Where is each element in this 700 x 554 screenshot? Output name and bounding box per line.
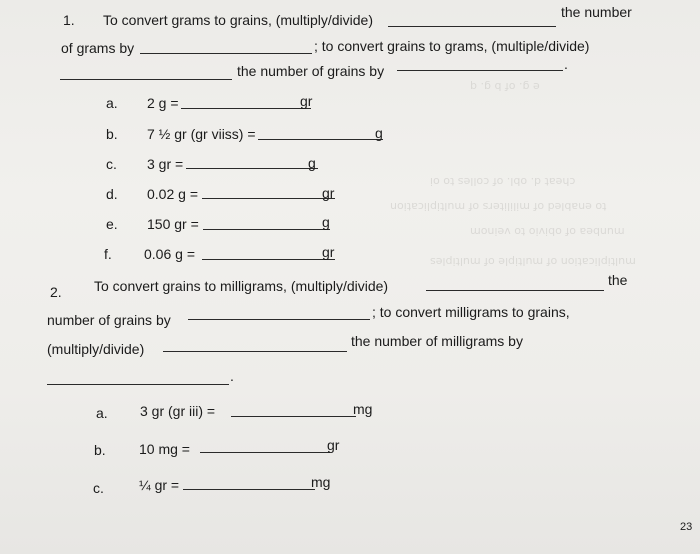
q1-item-e-blank[interactable] (203, 229, 330, 230)
q1-item-b-text: 7 ½ gr (gr viiss) = (147, 126, 256, 142)
q1-item-a-text: 2 g = (147, 95, 179, 111)
q1-item-d-text: 0.02 g = (147, 186, 198, 202)
q1-item-c-text: 3 gr = (147, 156, 184, 172)
q1-item-a-letter: a. (106, 95, 118, 111)
q2-item-a-text: 3 gr (gr iii) = (140, 403, 216, 419)
q1-item-d-unit: gr (322, 185, 335, 201)
q2-line4-end: . (230, 368, 234, 384)
q1-item-b-letter: b. (106, 126, 118, 142)
bleed-through-text: munbea of obivio to veinom (470, 225, 625, 238)
q1-item-f-blank[interactable] (202, 259, 335, 260)
q2-blank-4[interactable] (47, 384, 229, 385)
q1-item-a-blank[interactable] (181, 108, 311, 109)
q1-item-f-text: 0.06 g = (144, 246, 195, 262)
q1-item-c-blank[interactable] (186, 168, 318, 169)
q2-item-c-letter: c. (93, 480, 104, 496)
q2-blank-2[interactable] (188, 319, 370, 320)
bleed-through-text: to enabled of mililiters of multiplication (390, 200, 607, 213)
bleed-through-text: cheat d. obl. of colles to oi (430, 175, 576, 188)
q1-item-d-letter: d. (106, 186, 118, 202)
q2-item-c-blank[interactable] (183, 489, 315, 490)
q1-line2-mid: ; to convert grains to grams, (multiple/divide) (314, 38, 590, 54)
q2-line1-text: To convert grains to milligrams, (multiply/divide) (94, 278, 389, 294)
q2-item-c-unit: mg (311, 474, 331, 490)
q1-line3-end: . (564, 56, 568, 72)
q1-item-f-unit: gr (322, 244, 335, 260)
q2-blank-3[interactable] (163, 351, 347, 352)
q1-number: 1. (63, 12, 75, 28)
q1-item-e-unit: g (322, 214, 330, 230)
q1-item-c-letter: c. (106, 156, 117, 172)
q2-item-b-text: 10 mg = (139, 441, 190, 457)
q2-line3-text: (multiply/divide) (47, 341, 145, 357)
q2-line2-text: number of grains by (47, 312, 171, 328)
q2-line2-mid: ; to convert milligrams to grains, (372, 304, 570, 320)
q1-item-b-blank[interactable] (258, 139, 383, 140)
q2-line1-end: the (608, 272, 628, 288)
bleed-through-text: e g. of b g. q (470, 80, 540, 93)
q2-item-b-blank[interactable] (200, 452, 330, 453)
q2-item-a-blank[interactable] (231, 416, 356, 417)
bleed-through-text: multiplication of multiple of multiples (430, 255, 636, 268)
q2-item-a-unit: mg (353, 401, 373, 417)
q1-item-e-letter: e. (106, 216, 118, 232)
q1-item-f-letter: f. (104, 246, 112, 262)
q1-item-b-unit: g (375, 125, 383, 141)
q2-item-c-text: ¼ gr = (139, 477, 180, 493)
q1-blank-3[interactable] (60, 79, 232, 80)
q1-blank-2[interactable] (140, 53, 312, 54)
q1-blank-1[interactable] (388, 26, 556, 27)
q2-line3-mid: the number of milligrams by (351, 333, 523, 349)
q2-item-b-letter: b. (94, 442, 106, 458)
q1-item-d-blank[interactable] (202, 198, 335, 199)
q1-item-a-unit: gr (300, 93, 313, 109)
page-number: 23 (680, 521, 693, 533)
q1-blank-4[interactable] (397, 70, 563, 71)
q2-blank-1[interactable] (426, 290, 604, 291)
q2-item-b-unit: gr (327, 437, 340, 453)
q1-item-e-text: 150 gr = (147, 216, 199, 232)
q1-line3-text: the number of grains by (237, 63, 385, 79)
q2-number: 2. (50, 284, 62, 300)
q1-line2-text: of grams by (61, 40, 135, 56)
q1-line1-end: the number (561, 4, 632, 20)
q1-line1-text: To convert grams to grains, (multiply/divide) (103, 12, 373, 28)
q2-item-a-letter: a. (96, 405, 108, 421)
q1-item-c-unit: g (308, 155, 316, 171)
